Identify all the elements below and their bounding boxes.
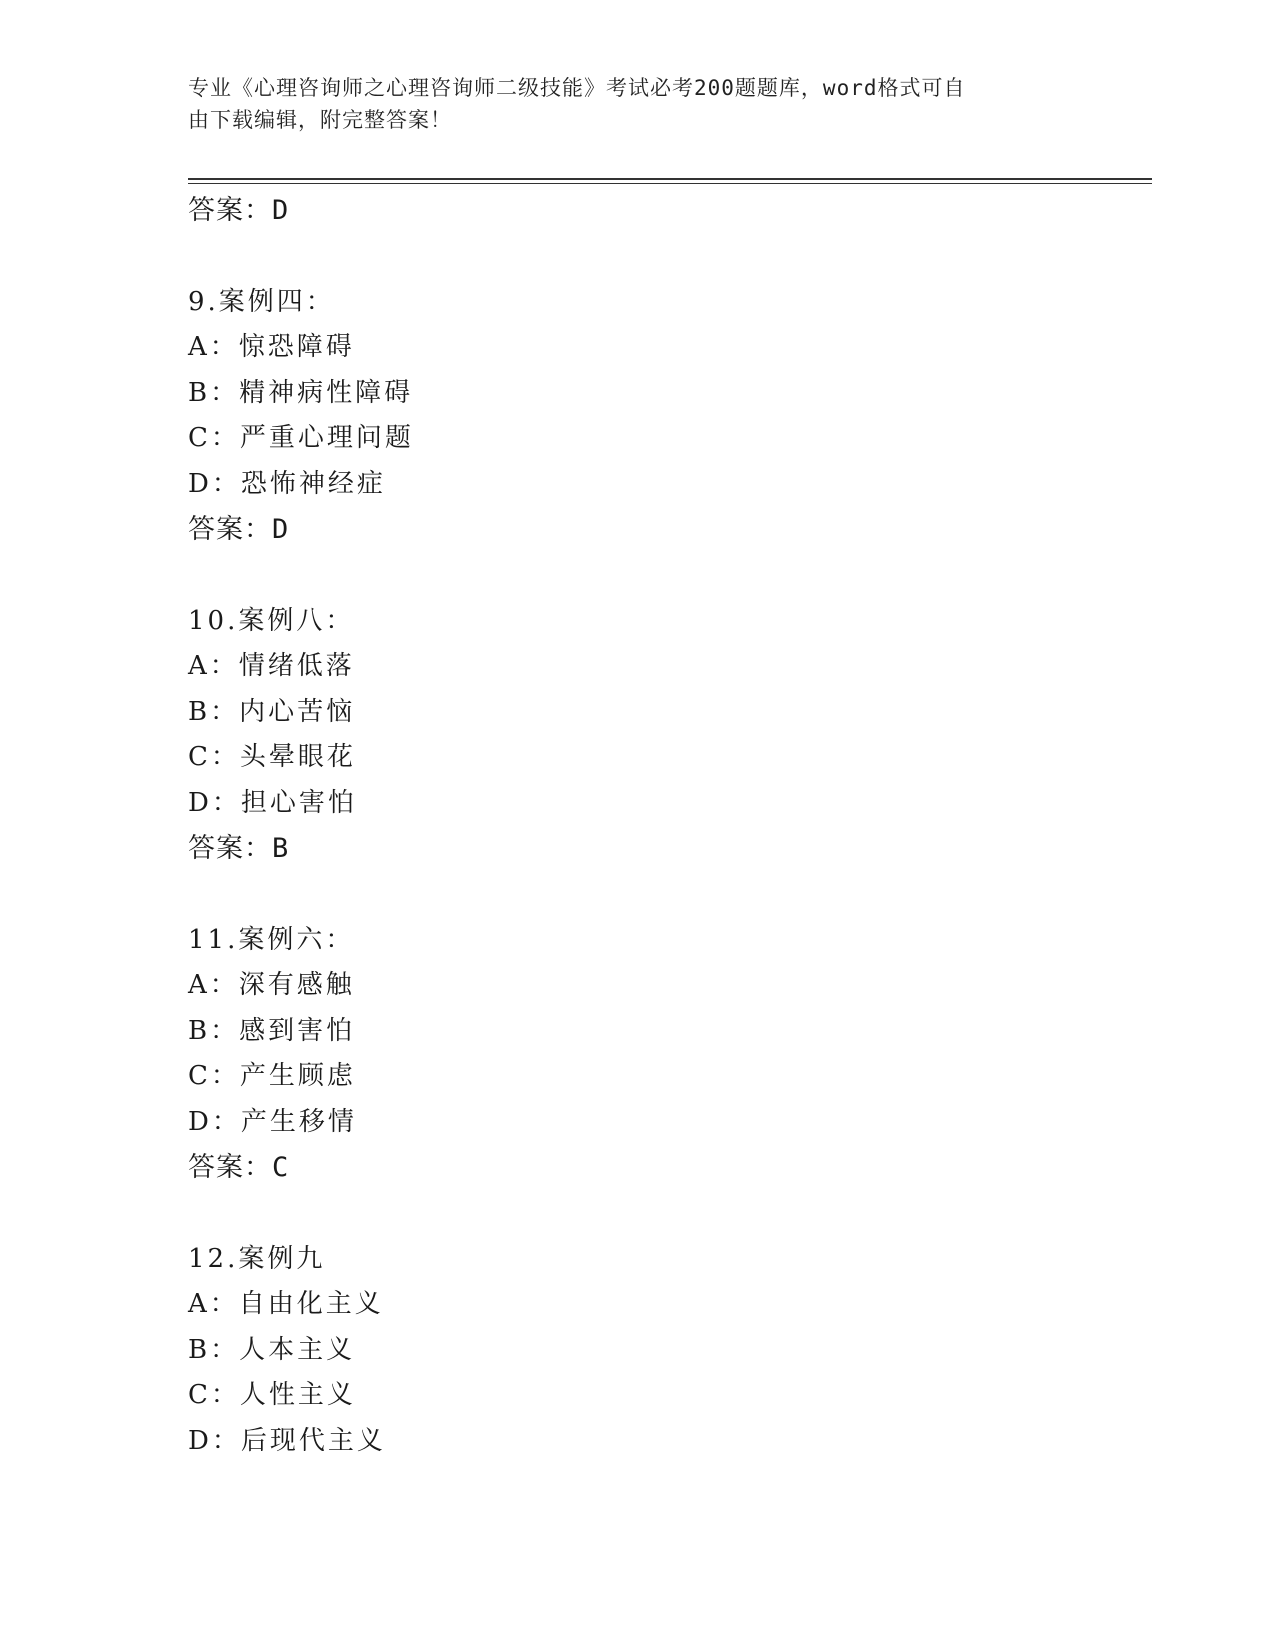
answer-line: 答案：B [188, 833, 290, 864]
question-title: 9.案例四： [188, 286, 335, 317]
answer-line: 答案：D [188, 514, 290, 545]
option-c: C：严重心理问题 [188, 423, 414, 453]
option-c: C：人性主义 [188, 1380, 356, 1410]
option-a: A：惊恐障碍 [188, 332, 355, 362]
header-line-2: 由下载编辑，附完整答案！ [188, 108, 452, 132]
option-b: B：人本主义 [188, 1334, 356, 1365]
document-header [188, 72, 1068, 136]
answer-line: 答案：D [188, 195, 290, 226]
question-title: 12.案例九 [188, 1243, 326, 1274]
option-a: A：深有感触 [188, 970, 355, 1000]
option-d: D：产生移情 [188, 1106, 357, 1137]
header-divider-thin [188, 183, 1152, 184]
option-d: D：恐怖神经症 [188, 468, 386, 499]
header-divider-thick [188, 178, 1152, 180]
option-d: D：后现代主义 [188, 1425, 386, 1456]
option-c: C：头晕眼花 [188, 742, 356, 772]
option-a: A：自由化主义 [188, 1289, 384, 1319]
option-b: B：内心苦恼 [188, 696, 356, 727]
question-title: 11.案例六： [188, 924, 355, 955]
answer-line: 答案：C [188, 1152, 290, 1183]
option-d: D：担心害怕 [188, 787, 357, 818]
header-line-1: 专业《心理咨询师之心理咨询师二级技能》考试必考200题题库，word格式可自 [188, 76, 966, 100]
option-a: A：情绪低落 [188, 651, 355, 681]
option-b: B：精神病性障碍 [188, 377, 414, 408]
question-title: 10.案例八： [188, 605, 355, 636]
option-c: C：产生顾虑 [188, 1061, 356, 1091]
question-list [188, 188, 1152, 1464]
option-b: B：感到害怕 [188, 1015, 356, 1046]
